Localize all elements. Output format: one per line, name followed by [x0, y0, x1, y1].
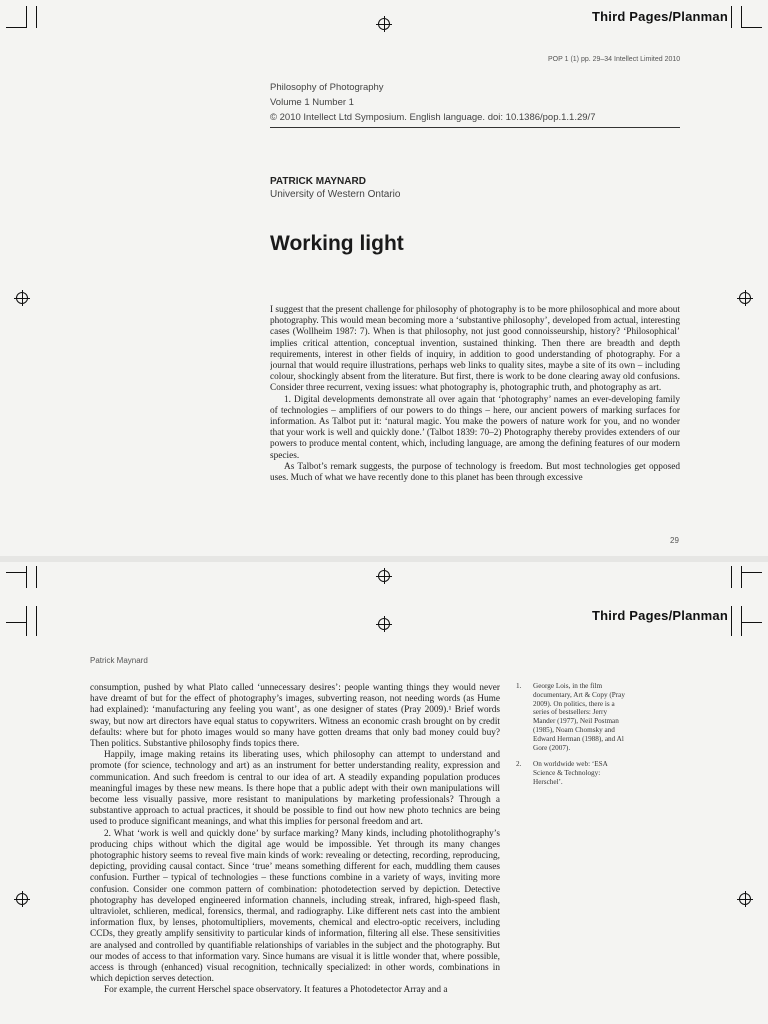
crop-mark — [36, 566, 37, 588]
page-30 — [0, 562, 768, 1024]
crop-mark — [36, 606, 37, 636]
crop-mark — [731, 6, 732, 28]
body-paragraph: As Talbot’s remark suggests, the purpose of technology is freedom. But most technologies get opposed uses. Much of what we have recently done to this planet has been through excessive — [270, 461, 680, 484]
article-body — [270, 305, 680, 531]
crop-mark — [741, 6, 742, 28]
crop-mark — [742, 572, 762, 573]
registration-mark-icon — [739, 893, 751, 905]
copyright-doi: © 2010 Intellect Ltd Symposium. English language. doi: 10.1386/pop.1.1.29/7 — [270, 112, 596, 123]
registration-mark-icon — [378, 618, 390, 630]
crop-mark — [36, 6, 37, 28]
crop-mark — [6, 27, 26, 28]
volume-issue: Volume 1 Number 1 — [270, 97, 354, 108]
crop-mark — [742, 622, 762, 623]
article-body — [90, 683, 500, 1024]
masthead-rule — [270, 127, 680, 128]
body-paragraph: Happily, image making retains its liberating uses, which philosophy can attempt to understand and promote (for science, technology and art) as an instrument for better understanding reality, expression and communication. And such freedom is central to our idea of art. A steadily expanding population produces meaningful images by these new means. Is there hope that a public adept with their own manipulations will become less visually passive, more resistant to manipulations by marketing professionals? Through a substantive approach to actual practices, it should be possible to find out how new photo technics are being used to produce significant meanings, and what this implies for personal freedom and art. — [90, 750, 500, 828]
crop-mark — [26, 6, 27, 28]
body-paragraph: 1. Digital developments demonstrate all over again that ‘photography’ names an ever-developing family of technologies – amplifiers of our powers to do things – here, our ancient powers of marking surfaces for information. As Talbot put it: ‘natural magic. You make the powers of nature work for you, and no wonder that your work is well and quickly done.’ (Talbot 1839: 70–2) Photography thereby provides extenders of our powers to produce mental content, which, including language, are among the defining features of our modern species. — [270, 394, 680, 461]
running-head: Patrick Maynard — [90, 656, 148, 665]
crop-mark — [26, 566, 27, 588]
crop-mark — [741, 566, 742, 588]
printer-stamp: Third Pages/Planman — [592, 608, 729, 623]
registration-mark-icon — [16, 893, 28, 905]
footnote-number: 1. — [516, 682, 522, 690]
author-affiliation: University of Western Ontario — [270, 189, 401, 200]
registration-mark-icon — [16, 292, 28, 304]
crop-mark — [26, 606, 27, 636]
registration-mark-icon — [378, 570, 390, 582]
body-paragraph: 2. What ‘work is well and quickly done’ by surface marking? Many kinds, including photolithography’s producing chips without which the digital age would be impossible. Yet through its many changes photographic history seems to reveal five main kinds of work: revealing or detecting, recording, reproducing, depicting, providing causal contact. Since ‘true’ means something different for each, muddling them causes confusion. Further – typical of technologies – these functions combine in a variety of ways, inviting more confusion. Consider one common pattern of combination: photodetection served by depiction. Detective photography has developed engineered information channels, including streak, infrared, high-speed flash, ultraviolet, schlieren, medical, forensics, thermal, and radiography. Like different nets cast into the ambient information flux, by lenses, photomultipliers, movements, chemical and electro-optic receivers, including CCDs, they greatly amplify sensitivity to particular kinds of information, filtering all else. These sensitivities are analysed and controlled by quantifiable relationships of variables in the subject and the photography. But our modes of access to that information vary. Since humans are visual it is little wonder that, where possible, access is through (enhanced) visual recognition, technically specialized: in other words, combinations in which depiction serves detection. — [90, 828, 500, 985]
body-paragraph: I suggest that the present challenge for philosophy of photography is to be more philosophical and more about photography. This would mean becoming more a ‘substantive philosophy’, developed from actual, interesting cases (Wollheim 1987: 7). When is that philosophy, not just good connoisseurship, history? ‘Philosophical’ implies critical attention, conceptual invention, sustained thinking. Then there are breadth and depth requirements, interest in other fields of inquiry, in addition to good understanding of photography. For a journal that would require illustrations, perhaps web links to quality sites, maybe a site of its own – including colour, shockingly absent from the literature. But first, there is work to be done clearing away old confusions. Consider three recurrent, vexing issues: what photography is, photographic truth, and photography as art. — [270, 305, 680, 394]
author-name: PATRICK MAYNARD — [270, 176, 366, 187]
body-paragraph: For example, the current Herschel space observatory. It features a Photodetector Array and a — [104, 985, 448, 996]
journal-reference: POP 1 (1) pp. 29–34 Intellect Limited 2010 — [548, 56, 681, 63]
crop-mark — [741, 606, 742, 636]
crop-mark — [6, 572, 26, 573]
crop-mark — [731, 606, 732, 636]
article-title: Working light — [270, 232, 404, 255]
footnote — [516, 682, 626, 752]
footnote-number: 2. — [516, 760, 522, 769]
registration-mark-icon — [378, 18, 390, 30]
page-number: 29 — [670, 536, 679, 545]
printer-stamp: Third Pages/Planman — [592, 9, 729, 24]
footnotes — [516, 682, 626, 795]
crop-mark — [731, 566, 732, 588]
crop-mark — [6, 622, 26, 623]
footnote — [516, 760, 626, 786]
body-paragraph: consumption, pushed by what Plato called ‘unnecessary desires’: people wanting things they would never have dreamt of but for the effect of photography’s images, subverting reason, not needing words (as Hume had explained): ‘manufacturing any feeling you want’, as one designer of states (Pray 2009).¹ Brief words sway, but now art directors have equal status to copywriters. Witness an economic crash brought on by credit defaults: where but for photo images would so many have gotten dreams that only bad money could buy? Then politics. Substantive philosophy finds topics there. — [90, 683, 500, 750]
crop-mark — [742, 27, 762, 28]
registration-mark-icon — [739, 292, 751, 304]
masthead — [270, 80, 595, 125]
journal-name: Philosophy of Photography — [270, 82, 384, 93]
footnote-text: George Lois, in the film documentary, Art & Copy (Pray 2009). On politics, there is a series of bestsellers: Jerry Mander (1977), Neil Postman (1985), Noam Chomsky and Edward Herman (1988), and Al Gore (2007). — [533, 682, 625, 752]
footnote-text: On worldwide web: ‘ESA Science & Technology: Herschel’. — [533, 760, 608, 786]
